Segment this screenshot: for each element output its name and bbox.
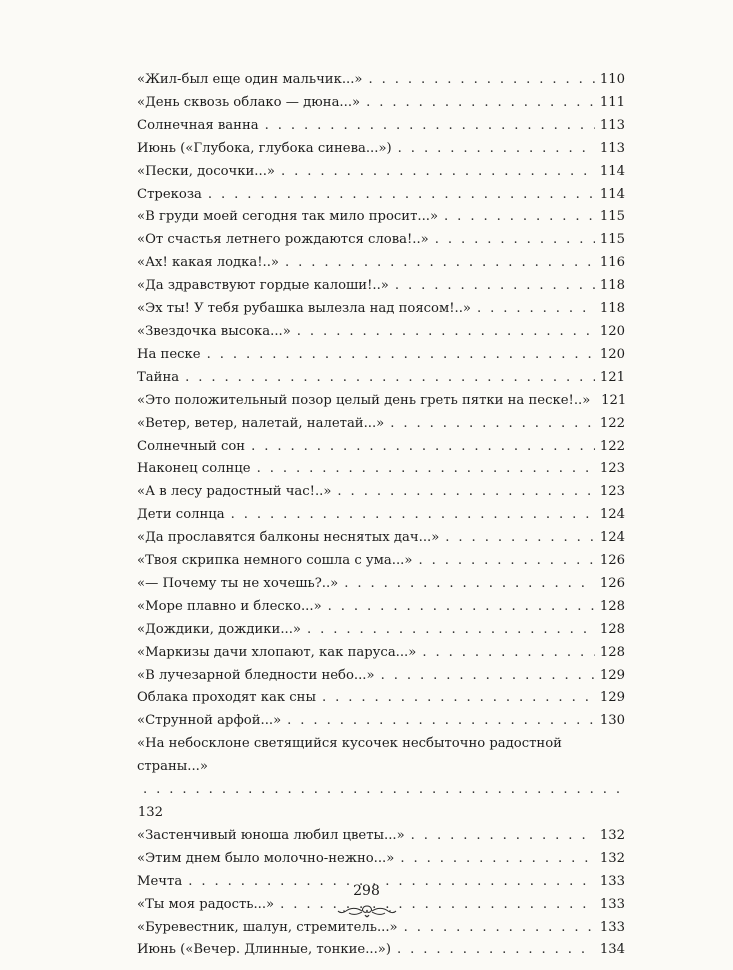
toc-entry bbox=[137, 665, 625, 688]
toc-entry-title: «Буревестник, шалун, стремитель...» bbox=[137, 919, 398, 935]
dot-leader bbox=[395, 275, 595, 298]
toc-entry-page-number: 114 bbox=[599, 163, 625, 179]
toc-entry bbox=[137, 573, 625, 596]
toc-entry-title: Облака проходят как сны bbox=[137, 690, 316, 706]
toc-entry-title: «Ах! какая лодка!..» bbox=[137, 255, 279, 271]
dot-leader bbox=[322, 687, 595, 710]
toc-entry-page-number: 113 bbox=[599, 140, 625, 156]
toc-entry-title: «Да здравствуют гордые калоши!..» bbox=[137, 278, 389, 294]
toc-entry bbox=[137, 458, 625, 481]
toc-entry bbox=[137, 138, 625, 161]
toc-entry bbox=[137, 92, 625, 115]
toc-entry-page-number: 121 bbox=[601, 392, 627, 408]
ornament-flourish-icon bbox=[336, 904, 398, 918]
dot-leader bbox=[257, 458, 595, 481]
dot-leader bbox=[287, 710, 595, 733]
toc-entry bbox=[137, 229, 625, 252]
toc-entry bbox=[137, 619, 625, 642]
toc-entry bbox=[137, 710, 625, 733]
toc-entry-page-number: 128 bbox=[599, 644, 625, 660]
dot-leader bbox=[435, 229, 595, 252]
toc-entry-title: Дети солнца bbox=[137, 507, 225, 523]
toc-entry bbox=[137, 481, 625, 504]
toc-entry bbox=[137, 344, 625, 367]
toc-entry-page-number: 133 bbox=[599, 873, 625, 889]
toc-entry bbox=[137, 69, 625, 92]
toc-entry-title: Солнечный сон bbox=[137, 438, 246, 454]
dot-leader bbox=[477, 298, 595, 321]
toc-entry-title: «Эх ты! У тебя рубашка вылезла над поясом!..» bbox=[137, 301, 471, 317]
toc-entry-page-number: 113 bbox=[599, 117, 625, 133]
toc-entry-title: «Звездочка высока...» bbox=[137, 323, 291, 339]
toc-entry bbox=[137, 687, 625, 710]
dot-leader bbox=[444, 206, 595, 229]
toc-entry-title: страны...» bbox=[137, 759, 208, 775]
toc-entry-title: «В груди моей сегодня так мило просит...» bbox=[137, 209, 439, 225]
toc-entry bbox=[137, 252, 625, 275]
toc-entry-page-number: 120 bbox=[599, 323, 625, 339]
toc-entry-title: Наконец солнце bbox=[137, 461, 251, 477]
dot-leader bbox=[397, 939, 595, 962]
toc-entry-page-number: 126 bbox=[599, 575, 625, 591]
toc-entry-page-number: 123 bbox=[599, 461, 625, 477]
toc-entry bbox=[137, 504, 625, 527]
toc-entry-title: «Жил-был еще один мальчик...» bbox=[137, 72, 363, 87]
toc-entry bbox=[137, 298, 625, 321]
toc-entry bbox=[137, 917, 625, 940]
toc-entry-page-number: 116 bbox=[599, 255, 625, 271]
toc-entry-title: «Струнной арфой...» bbox=[137, 713, 282, 729]
dot-leader bbox=[390, 413, 595, 436]
dot-leader bbox=[368, 69, 595, 92]
dot-leader bbox=[328, 596, 595, 619]
toc-entry-title: Июнь («Глубока, глубока синева...») bbox=[137, 140, 392, 156]
toc-entry-title: «Море плавно и блеско...» bbox=[137, 598, 322, 614]
toc-entry-page-number: 115 bbox=[599, 232, 625, 248]
toc-entry-page-number: 110 bbox=[599, 72, 625, 87]
dot-leader bbox=[208, 184, 595, 207]
dot-leader bbox=[143, 779, 621, 802]
dot-leader bbox=[207, 344, 595, 367]
dot-leader bbox=[411, 825, 595, 848]
toc-entry bbox=[137, 367, 625, 390]
dot-leader bbox=[285, 252, 595, 275]
toc-entry-page-number: 132 bbox=[599, 850, 625, 866]
toc-entry-page-number: 133 bbox=[599, 896, 625, 912]
toc-entry-title: «— Почему ты не хочешь?..» bbox=[137, 575, 339, 591]
toc-entry-title: «Да прославятся балконы неснятых дач...» bbox=[137, 530, 440, 546]
toc-entry-title: Мечта bbox=[137, 873, 183, 889]
toc-entry-title: «Ветер, ветер, налетай, налетай...» bbox=[137, 415, 385, 431]
page-number: 298 bbox=[353, 883, 380, 899]
toc-entry-title: «Ты моя радость...» bbox=[137, 896, 275, 912]
toc-entry-title: Июнь («Вечер. Длинные, тонкие...») bbox=[137, 942, 392, 958]
toc-entry bbox=[137, 550, 625, 573]
toc-entry bbox=[137, 596, 625, 619]
toc-entry bbox=[137, 848, 625, 871]
toc-entry-title: На песке bbox=[137, 346, 201, 362]
toc-entry bbox=[137, 184, 625, 207]
toc-entry-page-number: 133 bbox=[599, 919, 625, 935]
dot-leader bbox=[297, 321, 595, 344]
toc-entry bbox=[137, 413, 625, 436]
dot-leader bbox=[344, 573, 595, 596]
toc-entry-title: «Пески, досочки...» bbox=[137, 163, 275, 179]
dot-leader bbox=[251, 436, 595, 459]
toc-entry bbox=[137, 161, 625, 184]
toc-entry bbox=[137, 321, 625, 344]
toc-entry-page-number: 124 bbox=[599, 530, 625, 546]
toc-entry-page-number: 132 bbox=[137, 805, 163, 820]
toc-entry-title: «В лучезарной бледности небо...» bbox=[137, 667, 375, 683]
toc-entry bbox=[137, 733, 625, 825]
toc-entry bbox=[137, 642, 625, 665]
toc-entry-page-number: 128 bbox=[599, 621, 625, 637]
toc-entry-page-number: 122 bbox=[599, 415, 625, 431]
toc-entry-title: «Маркизы дачи хлопают, как паруса...» bbox=[137, 644, 417, 660]
toc-entry-title: Тайна bbox=[137, 369, 180, 385]
dot-leader bbox=[265, 115, 595, 138]
toc-entry-page-number: 126 bbox=[599, 553, 625, 569]
dot-leader bbox=[337, 481, 595, 504]
table-of-contents bbox=[137, 69, 625, 962]
dot-leader bbox=[400, 848, 595, 871]
toc-entry-title: «А в лесу радостный час!..» bbox=[137, 484, 332, 500]
toc-entry-page-number: 115 bbox=[599, 209, 625, 225]
toc-entry bbox=[137, 436, 625, 459]
toc-entry bbox=[137, 275, 625, 298]
toc-entry-title: «День сквозь облако — дюна...» bbox=[137, 94, 361, 110]
toc-entry-page-number: 121 bbox=[599, 369, 625, 385]
toc-entry-page-number: 132 bbox=[599, 827, 625, 843]
toc-entry bbox=[137, 939, 625, 962]
dot-leader bbox=[422, 642, 595, 665]
toc-entry-page-number: 114 bbox=[599, 186, 625, 202]
toc-entry bbox=[137, 206, 625, 229]
dot-leader bbox=[398, 138, 595, 161]
toc-entry-title: Стрекоза bbox=[137, 186, 202, 202]
toc-entry-page-number: 111 bbox=[599, 94, 625, 110]
dot-leader bbox=[307, 619, 595, 642]
dot-leader bbox=[231, 504, 595, 527]
toc-entry-page-number: 128 bbox=[599, 598, 625, 614]
toc-entry-page-number: 118 bbox=[599, 301, 625, 317]
toc-entry bbox=[137, 527, 625, 550]
dot-leader bbox=[404, 917, 595, 940]
toc-entry bbox=[137, 825, 625, 848]
toc-entry-title: «Твоя скрипка немного сошла с ума...» bbox=[137, 553, 413, 569]
dot-leader bbox=[185, 367, 595, 390]
dot-leader bbox=[418, 550, 595, 573]
dot-leader bbox=[445, 527, 595, 550]
toc-entry-page-number: 129 bbox=[599, 667, 625, 683]
toc-entry-title: «Застенчивый юноша любил цветы...» bbox=[137, 827, 405, 843]
toc-entry-title: Солнечная ванна bbox=[137, 117, 259, 133]
toc-entry bbox=[137, 115, 625, 138]
toc-entry-page-number: 130 bbox=[599, 713, 625, 729]
toc-entry-title: «Дождики, дождики...» bbox=[137, 621, 301, 637]
toc-entry-title: «Это положительный позор целый день греть пятки на песке!..» bbox=[137, 392, 591, 408]
dot-leader bbox=[366, 92, 595, 115]
toc-entry-page-number: 120 bbox=[599, 346, 625, 362]
toc-entry-page-number: 123 bbox=[599, 484, 625, 500]
toc-entry bbox=[137, 390, 625, 413]
toc-entry-page-number: 122 bbox=[599, 438, 625, 454]
dot-leader bbox=[281, 161, 595, 184]
toc-entry-title: «Этим днем было молочно-нежно...» bbox=[137, 850, 395, 866]
toc-entry-page-number: 129 bbox=[599, 690, 625, 706]
toc-entry-page-number: 124 bbox=[599, 507, 625, 523]
toc-entry-title: «От счастья летнего рождаются слова!..» bbox=[137, 232, 429, 248]
toc-entry-title-line1: «На небосклоне светящийся кусочек несбыточно радостной bbox=[137, 736, 562, 752]
toc-entry-page-number: 134 bbox=[599, 942, 625, 958]
toc-entry-page-number: 118 bbox=[599, 278, 625, 294]
dot-leader bbox=[381, 665, 595, 688]
